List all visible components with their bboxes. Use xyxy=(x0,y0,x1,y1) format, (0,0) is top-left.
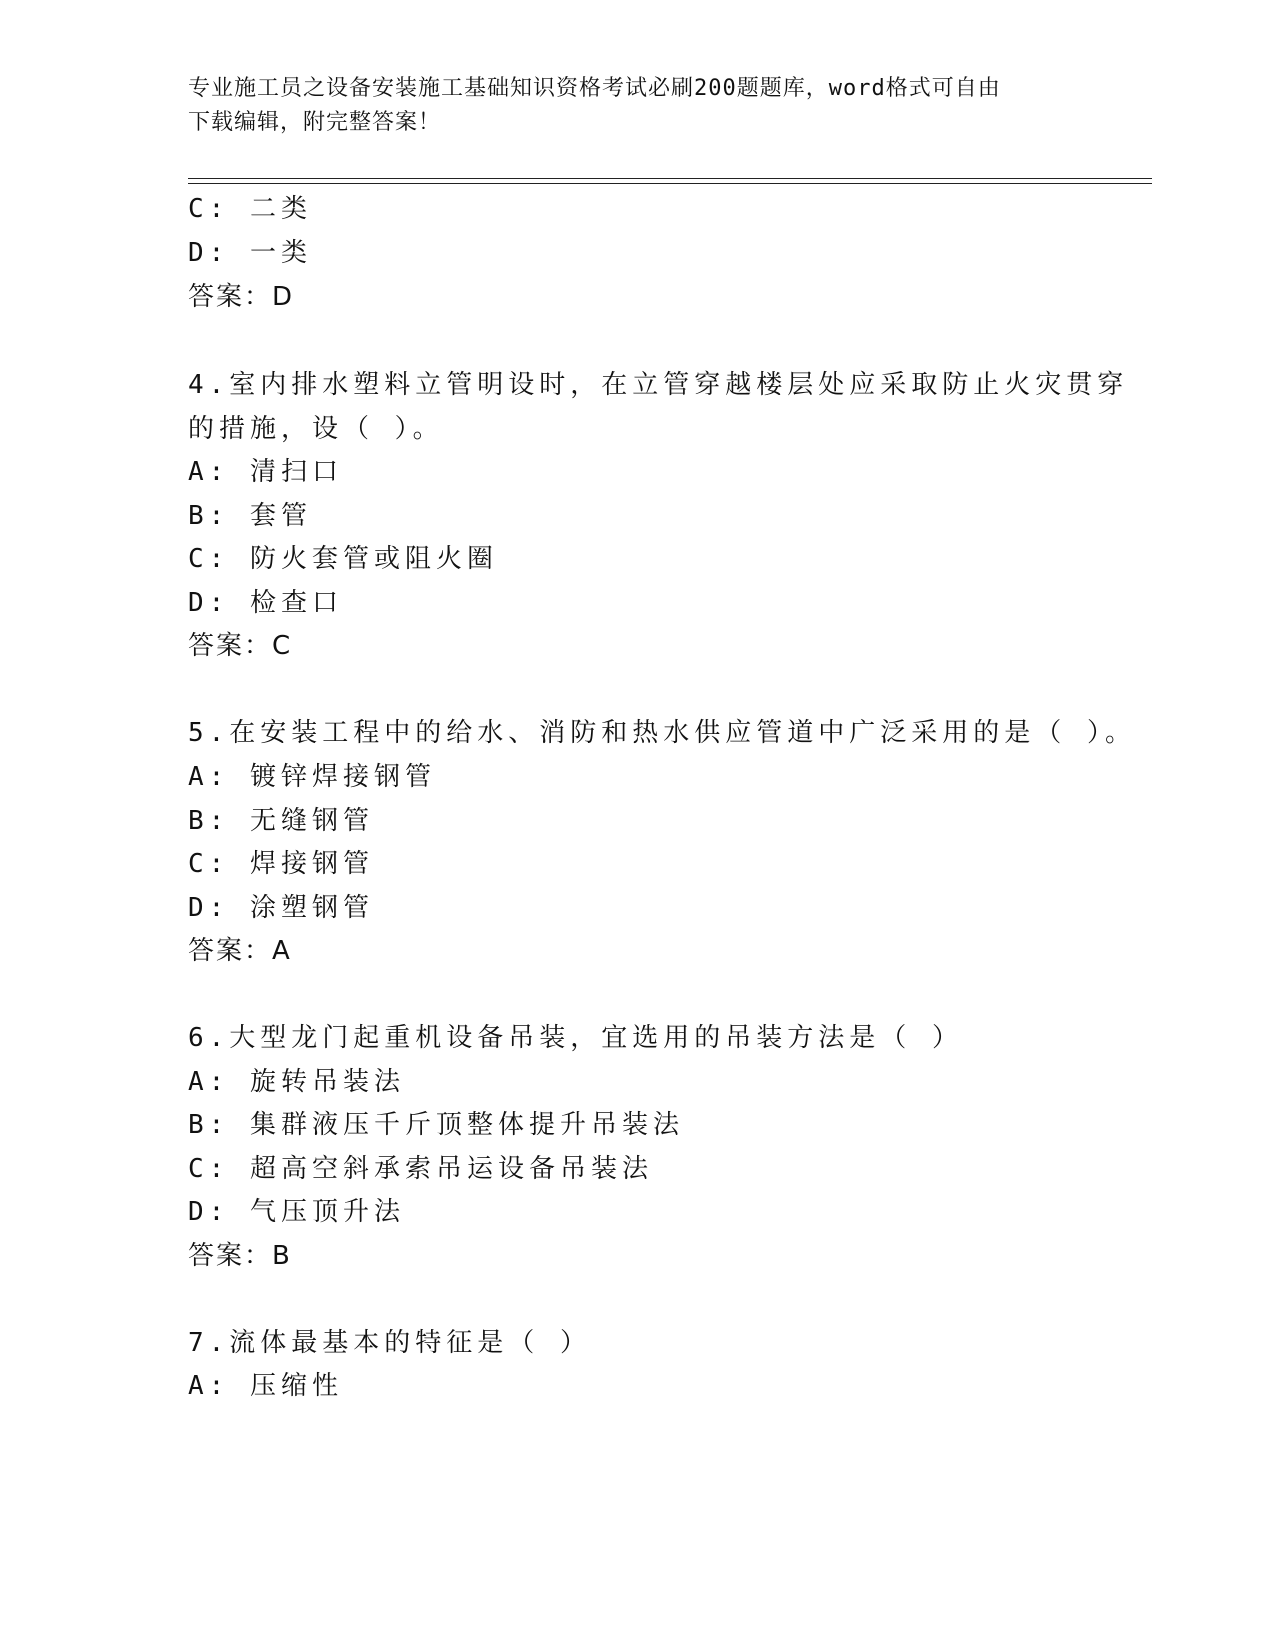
header-divider-bottom xyxy=(188,183,1152,184)
q4-option-c: C: 防火套管或阻火圈 xyxy=(188,544,498,574)
q4-option-b: B: 套管 xyxy=(188,501,312,531)
q7-option-a: A: 压缩性 xyxy=(188,1371,343,1401)
q6-option-d: D: 气压顶升法 xyxy=(188,1197,405,1227)
q4-option-a: A: 清扫口 xyxy=(188,457,343,487)
q3-answer: 答案：D xyxy=(188,282,295,312)
q7-stem-line-1: 7.流体最基本的特征是（ ） xyxy=(188,1328,591,1358)
q6-option-c: C: 超高空斜承索吊运设备吊装法 xyxy=(188,1154,653,1184)
q4-stem-line-1: 4.室内排水塑料立管明设时，在立管穿越楼层处应采取防止火灾贯穿 xyxy=(188,370,1129,400)
document-header xyxy=(188,72,1068,140)
q5-option-c: C: 焊接钢管 xyxy=(188,849,374,879)
q6-stem-line-1: 6.大型龙门起重机设备吊装，宜选用的吊装方法是（ ） xyxy=(188,1023,963,1053)
header-line-1: 专业施工员之设备安装施工基础知识资格考试必刷200题题库，word格式可自由 xyxy=(188,76,1001,101)
q5-answer: 答案：A xyxy=(188,936,292,966)
q4-stem-line-2: 的措施，设（ ）。 xyxy=(188,414,444,444)
q5-option-a: A: 镀锌焊接钢管 xyxy=(188,762,436,792)
header-divider-top xyxy=(188,178,1152,179)
q5-option-b: B: 无缝钢管 xyxy=(188,806,374,836)
q6-option-a: A: 旋转吊装法 xyxy=(188,1067,405,1097)
header-line-2: 下载编辑，附完整答案！ xyxy=(188,110,442,135)
q6-option-b: B: 集群液压千斤顶整体提升吊装法 xyxy=(188,1110,684,1140)
q5-stem-line-1: 5.在安装工程中的给水、消防和热水供应管道中广泛采用的是（ ）。 xyxy=(188,718,1136,748)
q5-option-d: D: 涂塑钢管 xyxy=(188,893,374,923)
q4-option-d: D: 检查口 xyxy=(188,588,343,618)
q4-answer: 答案：C xyxy=(188,631,293,661)
q3-option-d: D: 一类 xyxy=(188,238,312,268)
q3-option-c: C: 二类 xyxy=(188,194,312,224)
q6-answer: 答案：B xyxy=(188,1241,292,1271)
